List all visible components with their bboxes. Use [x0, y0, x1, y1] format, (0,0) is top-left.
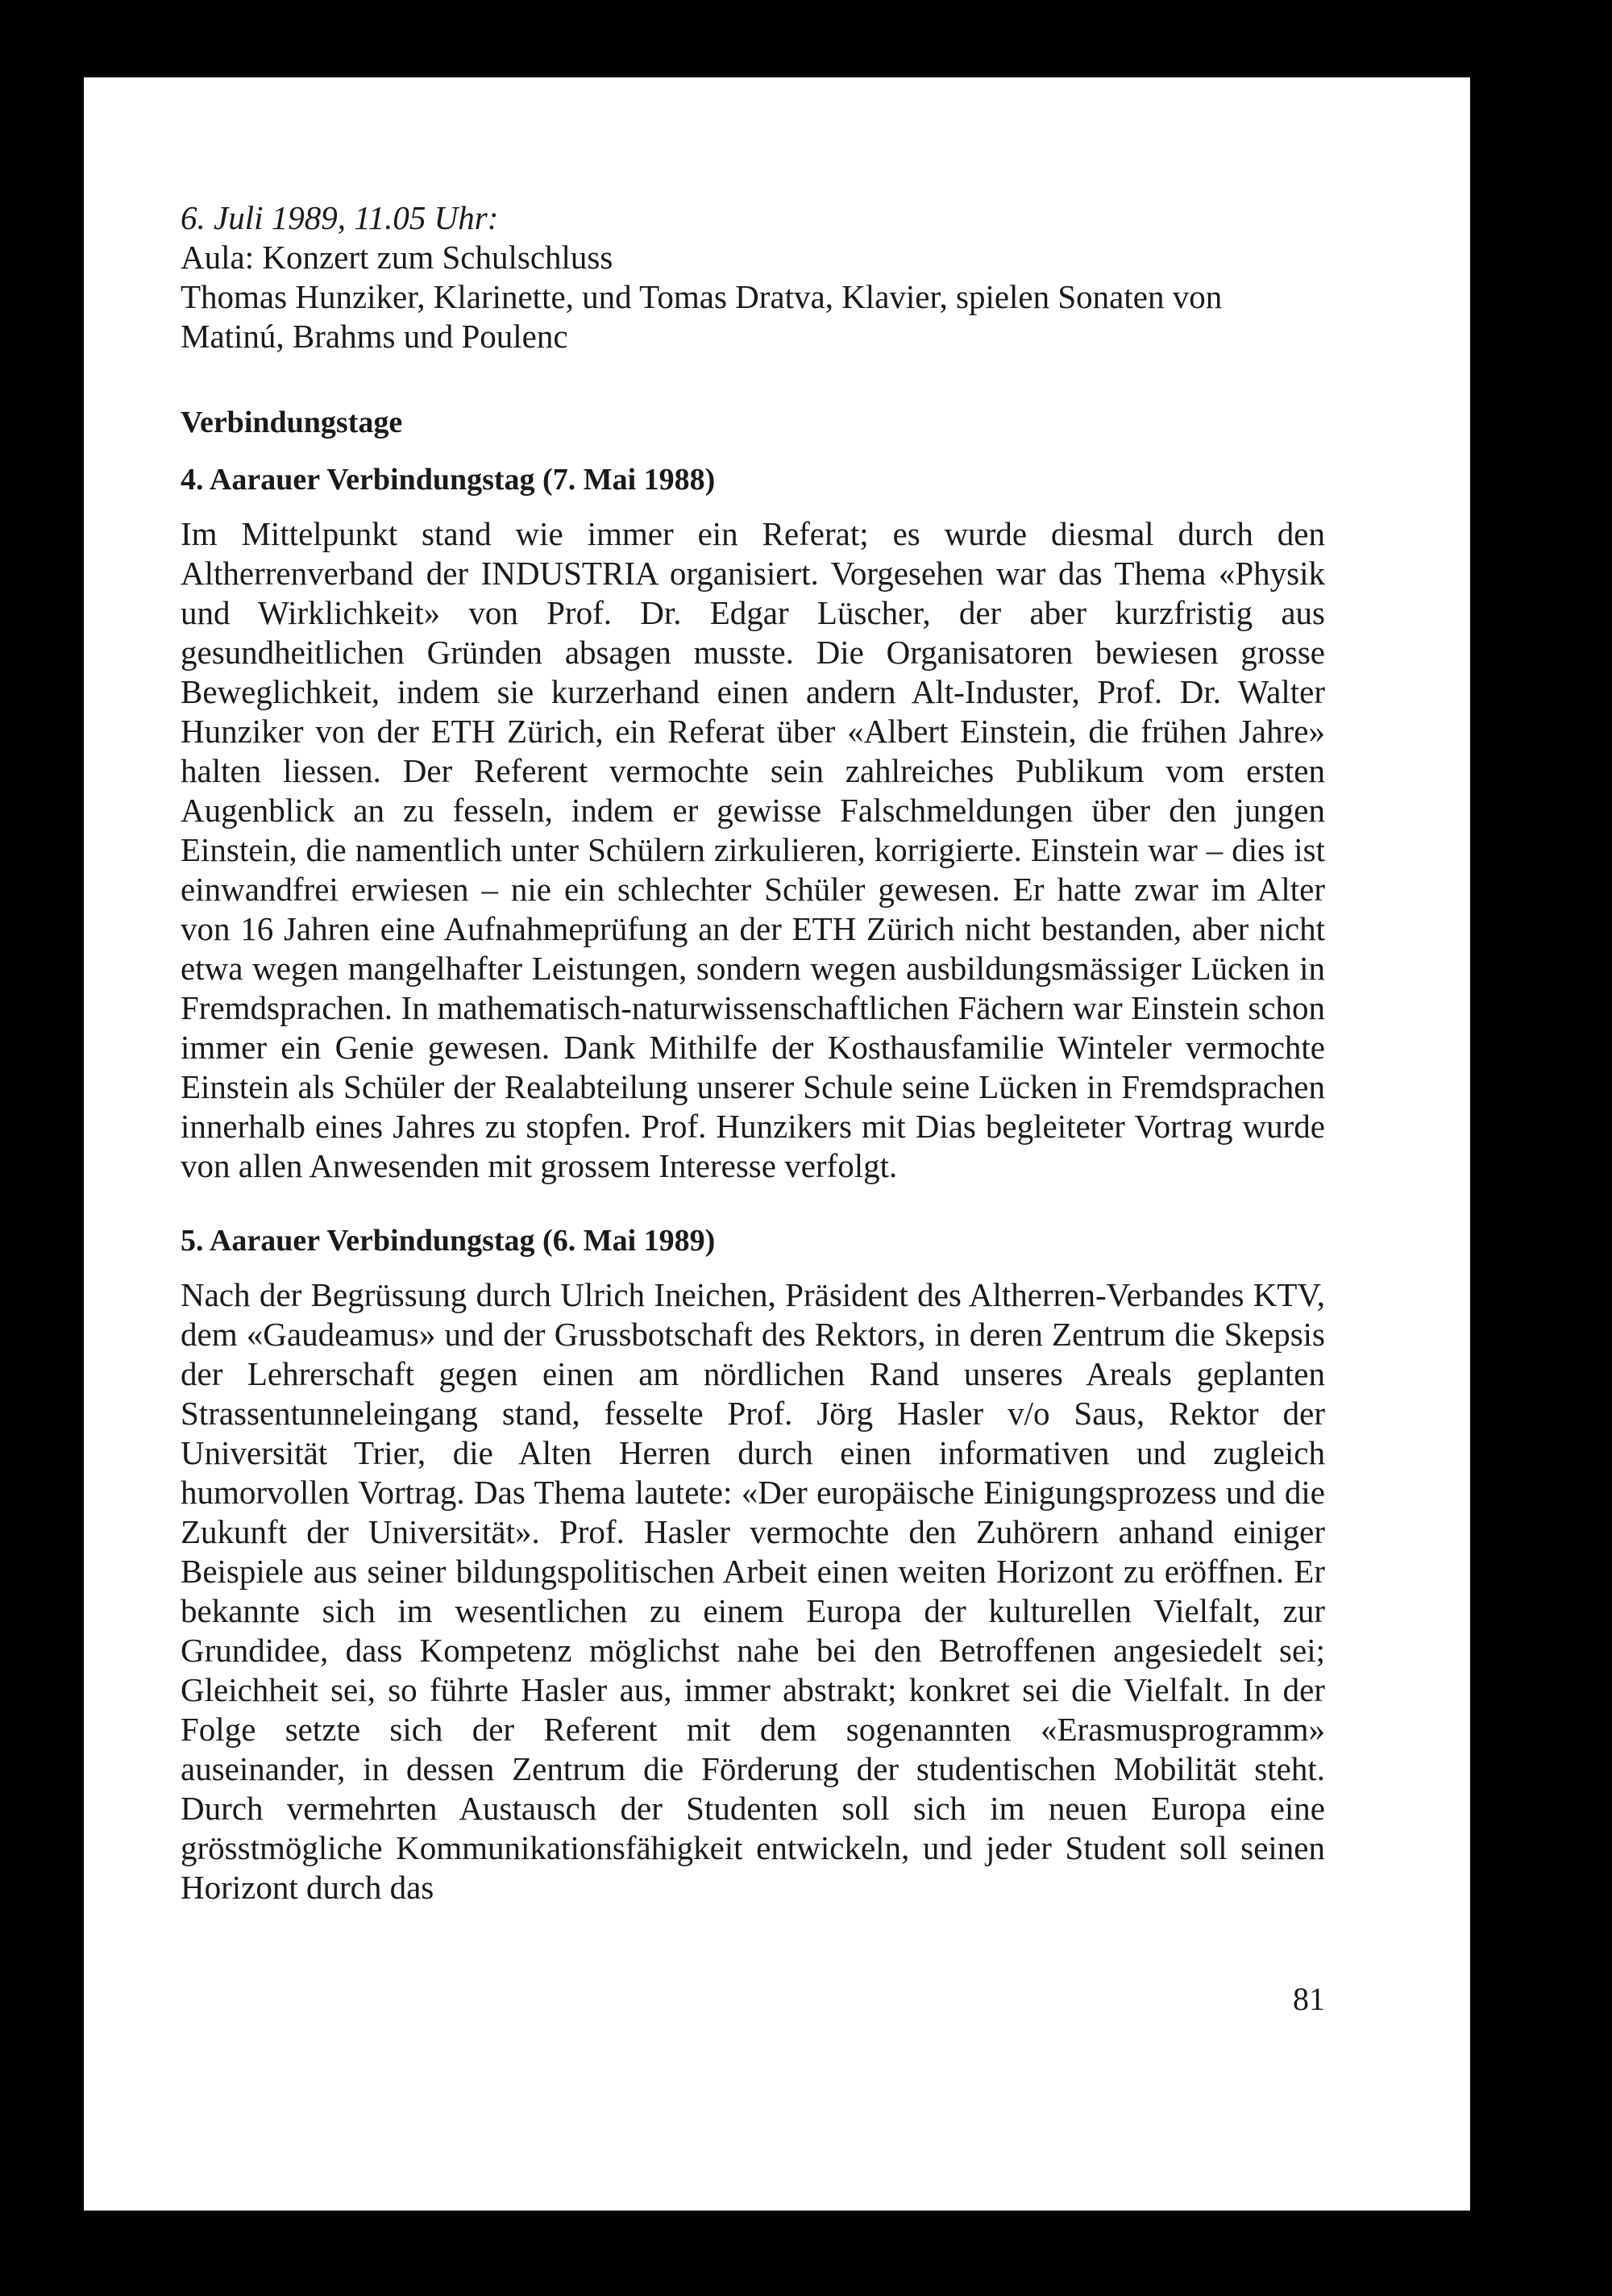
event-title-1988: 4. Aarauer Verbindungstag (7. Mai 1988) — [181, 463, 716, 497]
event-title-1989: 5. Aarauer Verbindungstag (6. Mai 1989) — [181, 1224, 716, 1258]
concert-location: Aula: Konzert zum Schulschluss — [181, 239, 613, 276]
section-heading: Verbindungstage — [181, 406, 403, 439]
event-text-1988: Im Mittelpunkt stand wie immer ein Referat; es wurde diesmal durch den Altherrenverband der INDUSTRIA organisiert. Vorgesehen war das Thema «Physik und Wirklichkeit» von Prof. Dr. Edgar Lüscher, der aber kurzfristig aus gesundheitlichen Gründen absagen musste. Die Organisatoren bewiesen grosse Beweglichkeit, indem sie kurzerhand einen andern Alt-Induster, Prof. Dr. Walter Hunziker von der ETH Zürich, ein Referat über «Albert Einstein, die frühen Jahre» halten liessen. Der Referent vermochte sein zahlreiches Publikum vom ersten Augenblick an zu fesseln, indem er gewisse Falschmeldungen über den jungen Einstein, die namentlich unter Schülern zirkulieren, korrigierte. Einstein war – dies ist einwandfrei erwiesen – nie ein schlechter Schüler gewesen. Er hatte zwar im Alter von 16 Jahren eine Aufnahmeprüfung an der ETH Zürich nicht bestanden, aber nicht etwa wegen mangelhafter Leistungen, sondern wegen ausbildungsmässiger Lücken in Fremdsprachen. In mathematisch-naturwissenschaftlichen Fächern war Einstein schon immer ein Genie gewesen. Dank Mithilfe der Kosthausfamilie Winteler vermochte Einstein als Schüler der Realabteilung unserer Schule seine Lücken in Fremdsprachen innerhalb eines Jahres zu stopfen. Prof. Hunzikers mit Dias begleiteter Vortrag wurde von allen Anwesenden mit grossem Interesse verfolgt. — [181, 515, 1325, 1184]
concert-performers: Thomas Hunziker, Klarinette, und Tomas Dratva, Klavier, spielen Sonaten von Matinú, Brahms und Poulenc — [181, 278, 1223, 355]
concert-date: 6. Juli 1989, 11.05 Uhr: — [181, 199, 499, 236]
document-page — [84, 77, 1470, 2211]
page-number: 81 — [1293, 1981, 1325, 2017]
concert-note — [181, 198, 1325, 356]
page-content — [181, 198, 1325, 1907]
event-text-1989: Nach der Begrüssung durch Ulrich Ineichen, Präsident des Altherren-Verbandes KTV, dem «Gaudeamus» und der Grussbotschaft des Rektors, in deren Zentrum die Skepsis der Lehrerschaft gegen einen am nördlichen Rand unseres Areals geplanten Strassentunneleingang stand, fesselte Prof. Jörg Hasler v/o Saus, Rektor der Universität Trier, die Alten Herren durch einen informativen und zugleich humorvollen Vortrag. Das Thema lautete: «Der europäische Einigungsprozess und die Zukunft der Universität». Prof. Hasler vermochte den Zuhörern anhand einiger Beispiele aus seiner bildungspolitischen Arbeit einen weiten Horizont zu eröffnen. Er bekannte sich im wesentlichen zu einem Europa der kulturellen Vielfalt, zur Grundidee, dass Kompetenz möglichst nahe bei den Betroffenen angesiedelt sei; Gleichheit sei, so führte Hasler aus, immer abstrakt; konkret sei die Vielfalt. In der Folge setzte sich der Referent mit dem sogenannten «Erasmusprogramm» auseinander, in dessen Zentrum die Förderung der studentischen Mobilität steht. Durch vermehrten Austausch der Studenten soll sich im neuen Europa eine grösstmögliche Kommunikationsfähigkeit entwickeln, und jeder Student soll seinen Horizont durch das — [181, 1276, 1325, 1906]
